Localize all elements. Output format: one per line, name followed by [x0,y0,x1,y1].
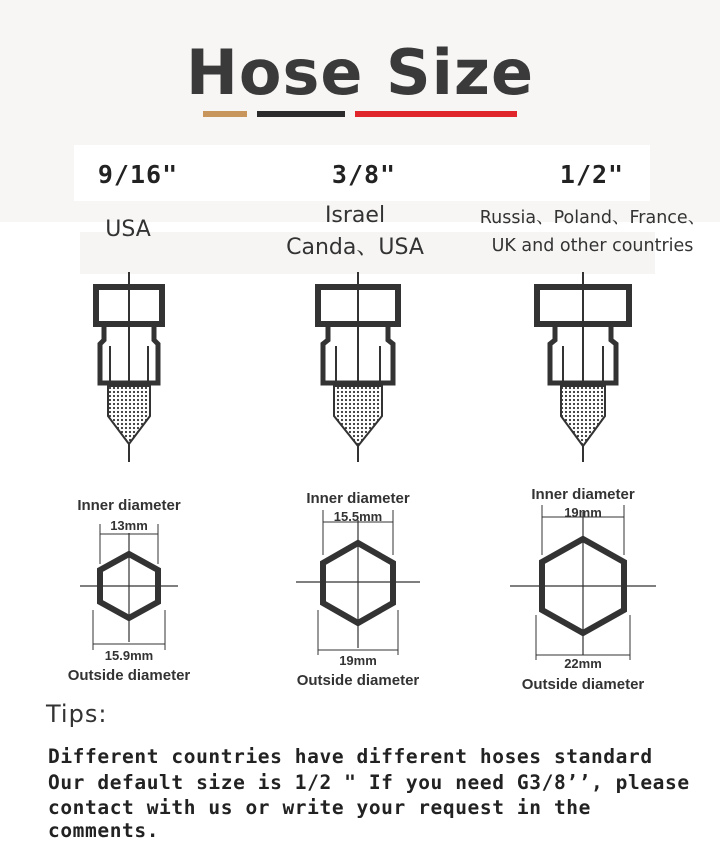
inner-diameter-value: 13mm [110,518,148,533]
hex-nut-9-16-icon [80,524,178,650]
accent-bar-tan [203,111,247,117]
accent-bar-red [355,111,517,117]
region-russia-europe [470,204,715,260]
fitting-1-2-icon [537,272,629,462]
region-line: UK and other countries [491,236,694,256]
inner-diameter-label: Inner diameter [77,497,181,514]
outside-diameter-label: Outside diameter [521,676,645,693]
size-label-3-8: 3/8" [331,160,397,189]
region-israel-canada [255,200,455,264]
region-line: USA [105,217,151,242]
tips-line: comments. [48,819,160,842]
size-label-9-16: 9/16" [97,160,179,189]
outside-diameter-value: 15.9mm [104,648,154,663]
outside-diameter-value: 19mm [339,653,377,668]
inner-diameter-value: 15.5mm [333,509,383,524]
inner-diameter-label: Inner diameter [531,486,635,503]
outside-diameter-label: Outside diameter [67,667,191,684]
region-usa [48,214,208,246]
region-line: Israel [324,203,386,228]
accent-bar-dark [257,111,345,117]
hose-diagram [0,270,720,700]
tips-line: Different countries have different hoses standard [48,745,653,768]
size-label-1-2: 1/2" [559,160,625,189]
inner-diameter-label: Inner diameter [306,490,410,507]
outside-diameter-value: 22mm [564,656,602,671]
page-title: Hose Size [185,36,535,109]
fitting-3-8-icon [318,272,398,462]
hex-nut-3-8-icon [296,510,420,655]
tips-line: Our default size is 1/2 " If you need G3/8’’, please [48,771,690,794]
outside-diameter-label: Outside diameter [296,672,420,689]
tips-line: contact with us or write your request in the [48,796,591,819]
hex-nut-1-2-icon [510,505,656,660]
tips-title: Tips: [46,700,108,728]
region-line: Canda、USA [286,235,424,260]
inner-diameter-value: 19mm [564,505,602,520]
region-line: Russia、Poland、France、 [479,208,706,228]
fitting-9-16-icon [96,272,162,462]
